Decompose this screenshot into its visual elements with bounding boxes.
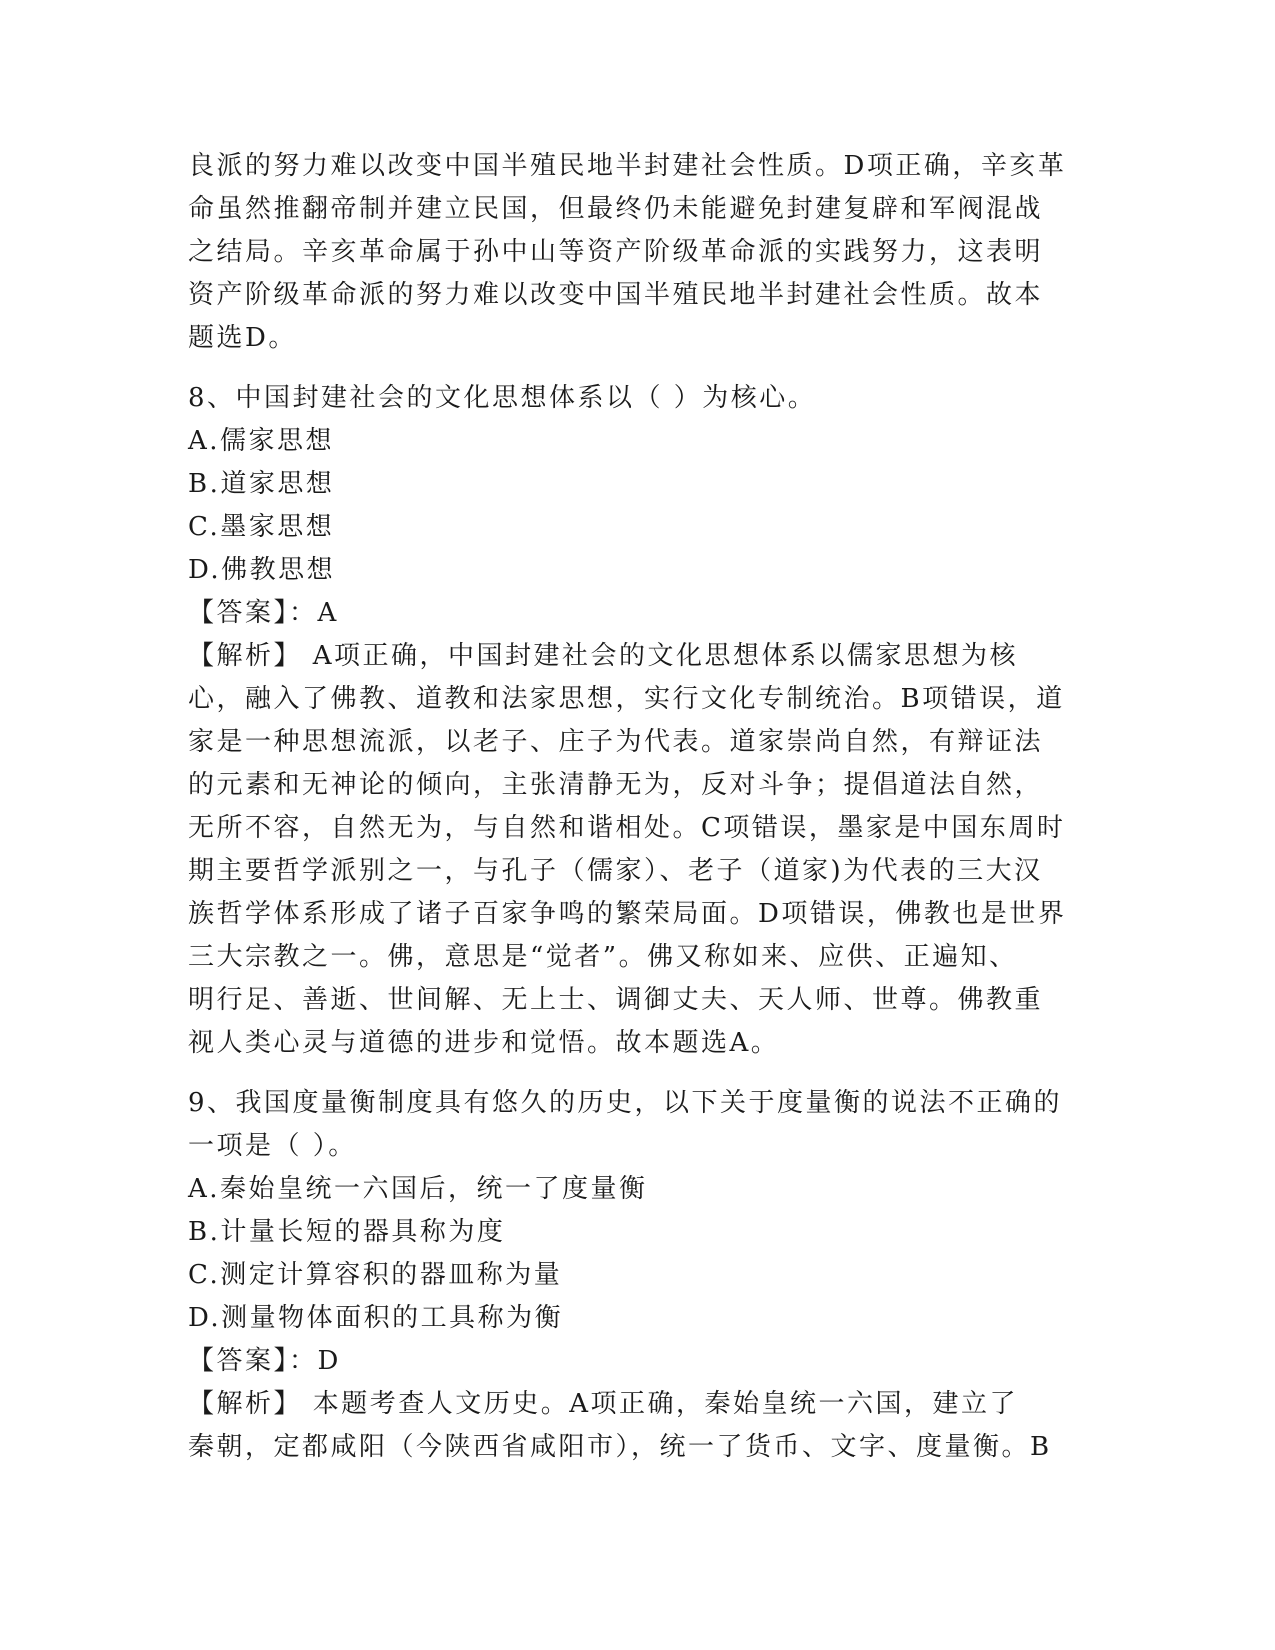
analysis-line: 秦朝，定都咸阳（今陕西省咸阳市），统一了货币、文字、度量衡。B: [188, 1432, 1052, 1462]
document-page: [188, 145, 1088, 1469]
question-8: [188, 377, 1088, 1065]
spacer: [188, 1065, 1088, 1082]
analysis-line: 期主要哲学派别之一，与孔子（儒家）、老子（道家)为代表的三大汉: [188, 856, 1043, 886]
analysis-line: 的元素和无神论的倾向，主张清静无为，反对斗争；提倡道法自然，: [188, 770, 1044, 800]
option-c: C.墨家思想: [188, 512, 335, 542]
option-c: C.测定计算容积的器皿称为量: [188, 1260, 563, 1290]
question-text: 一项是（ ）。: [188, 1131, 357, 1161]
analysis-line: 族哲学体系形成了诸子百家争鸣的繁荣局面。D项错误，佛教也是世界: [188, 899, 1067, 929]
option-a: A.儒家思想: [188, 426, 335, 456]
analysis-line: 资产阶级革命派的努力难以改变中国半殖民地半封建社会性质。故本: [188, 280, 1044, 310]
answer: 【答案】：A: [188, 598, 339, 628]
analysis-line: 三大宗教之一。佛，意思是“觉者”。佛又称如来、应供、正遍知、: [188, 942, 1018, 972]
option-a: A.秦始皇统一六国后，统一了度量衡: [188, 1174, 648, 1204]
analysis-line: 明行足、善逝、世间解、无上士、调御丈夫、天人师、世尊。佛教重: [188, 985, 1044, 1015]
question-text: 9、我国度量衡制度具有悠久的历史，以下关于度量衡的说法不正确的: [188, 1088, 1063, 1118]
spacer: [188, 360, 1088, 377]
question-text: 8、中国封建社会的文化思想体系以（ ）为核心。: [188, 383, 817, 413]
analysis-line: 心，融入了佛教、道教和法家思想，实行文化专制统治。B项错误，道: [188, 684, 1065, 714]
analysis-line: 之结局。辛亥革命属于孙中山等资产阶级革命派的实践努力，这表明: [188, 237, 1044, 267]
answer: 【答案】：D: [188, 1346, 341, 1376]
analysis-line: 【解析】 本题考查人文历史。A项正确，秦始皇统一六国，建立了: [188, 1389, 1019, 1419]
option-d: D.测量物体面积的工具称为衡: [188, 1303, 564, 1333]
analysis-line: 视人类心灵与道德的进步和觉悟。故本题选A。: [188, 1028, 780, 1058]
analysis-line: 命虽然推翻帝制并建立民国，但最终仍未能避免封建复辟和军阀混战: [188, 194, 1044, 224]
analysis-line: 家是一种思想流派，以老子、庄子为代表。道家崇尚自然，有辩证法: [188, 727, 1044, 757]
analysis-line: 【解析】 A项正确，中国封建社会的文化思想体系以儒家思想为核: [188, 641, 1019, 671]
analysis-line: 题选D。: [188, 323, 297, 353]
previous-analysis: [188, 145, 1088, 360]
option-b: B.计量长短的器具称为度: [188, 1217, 506, 1247]
option-d: D.佛教思想: [188, 555, 336, 585]
analysis-line: 无所不容，自然无为，与自然和谐相处。C项错误，墨家是中国东周时: [188, 813, 1066, 843]
question-9: [188, 1082, 1088, 1469]
option-b: B.道家思想: [188, 469, 335, 499]
analysis-line: 良派的努力难以改变中国半殖民地半封建社会性质。D项正确，辛亥革: [188, 151, 1067, 181]
